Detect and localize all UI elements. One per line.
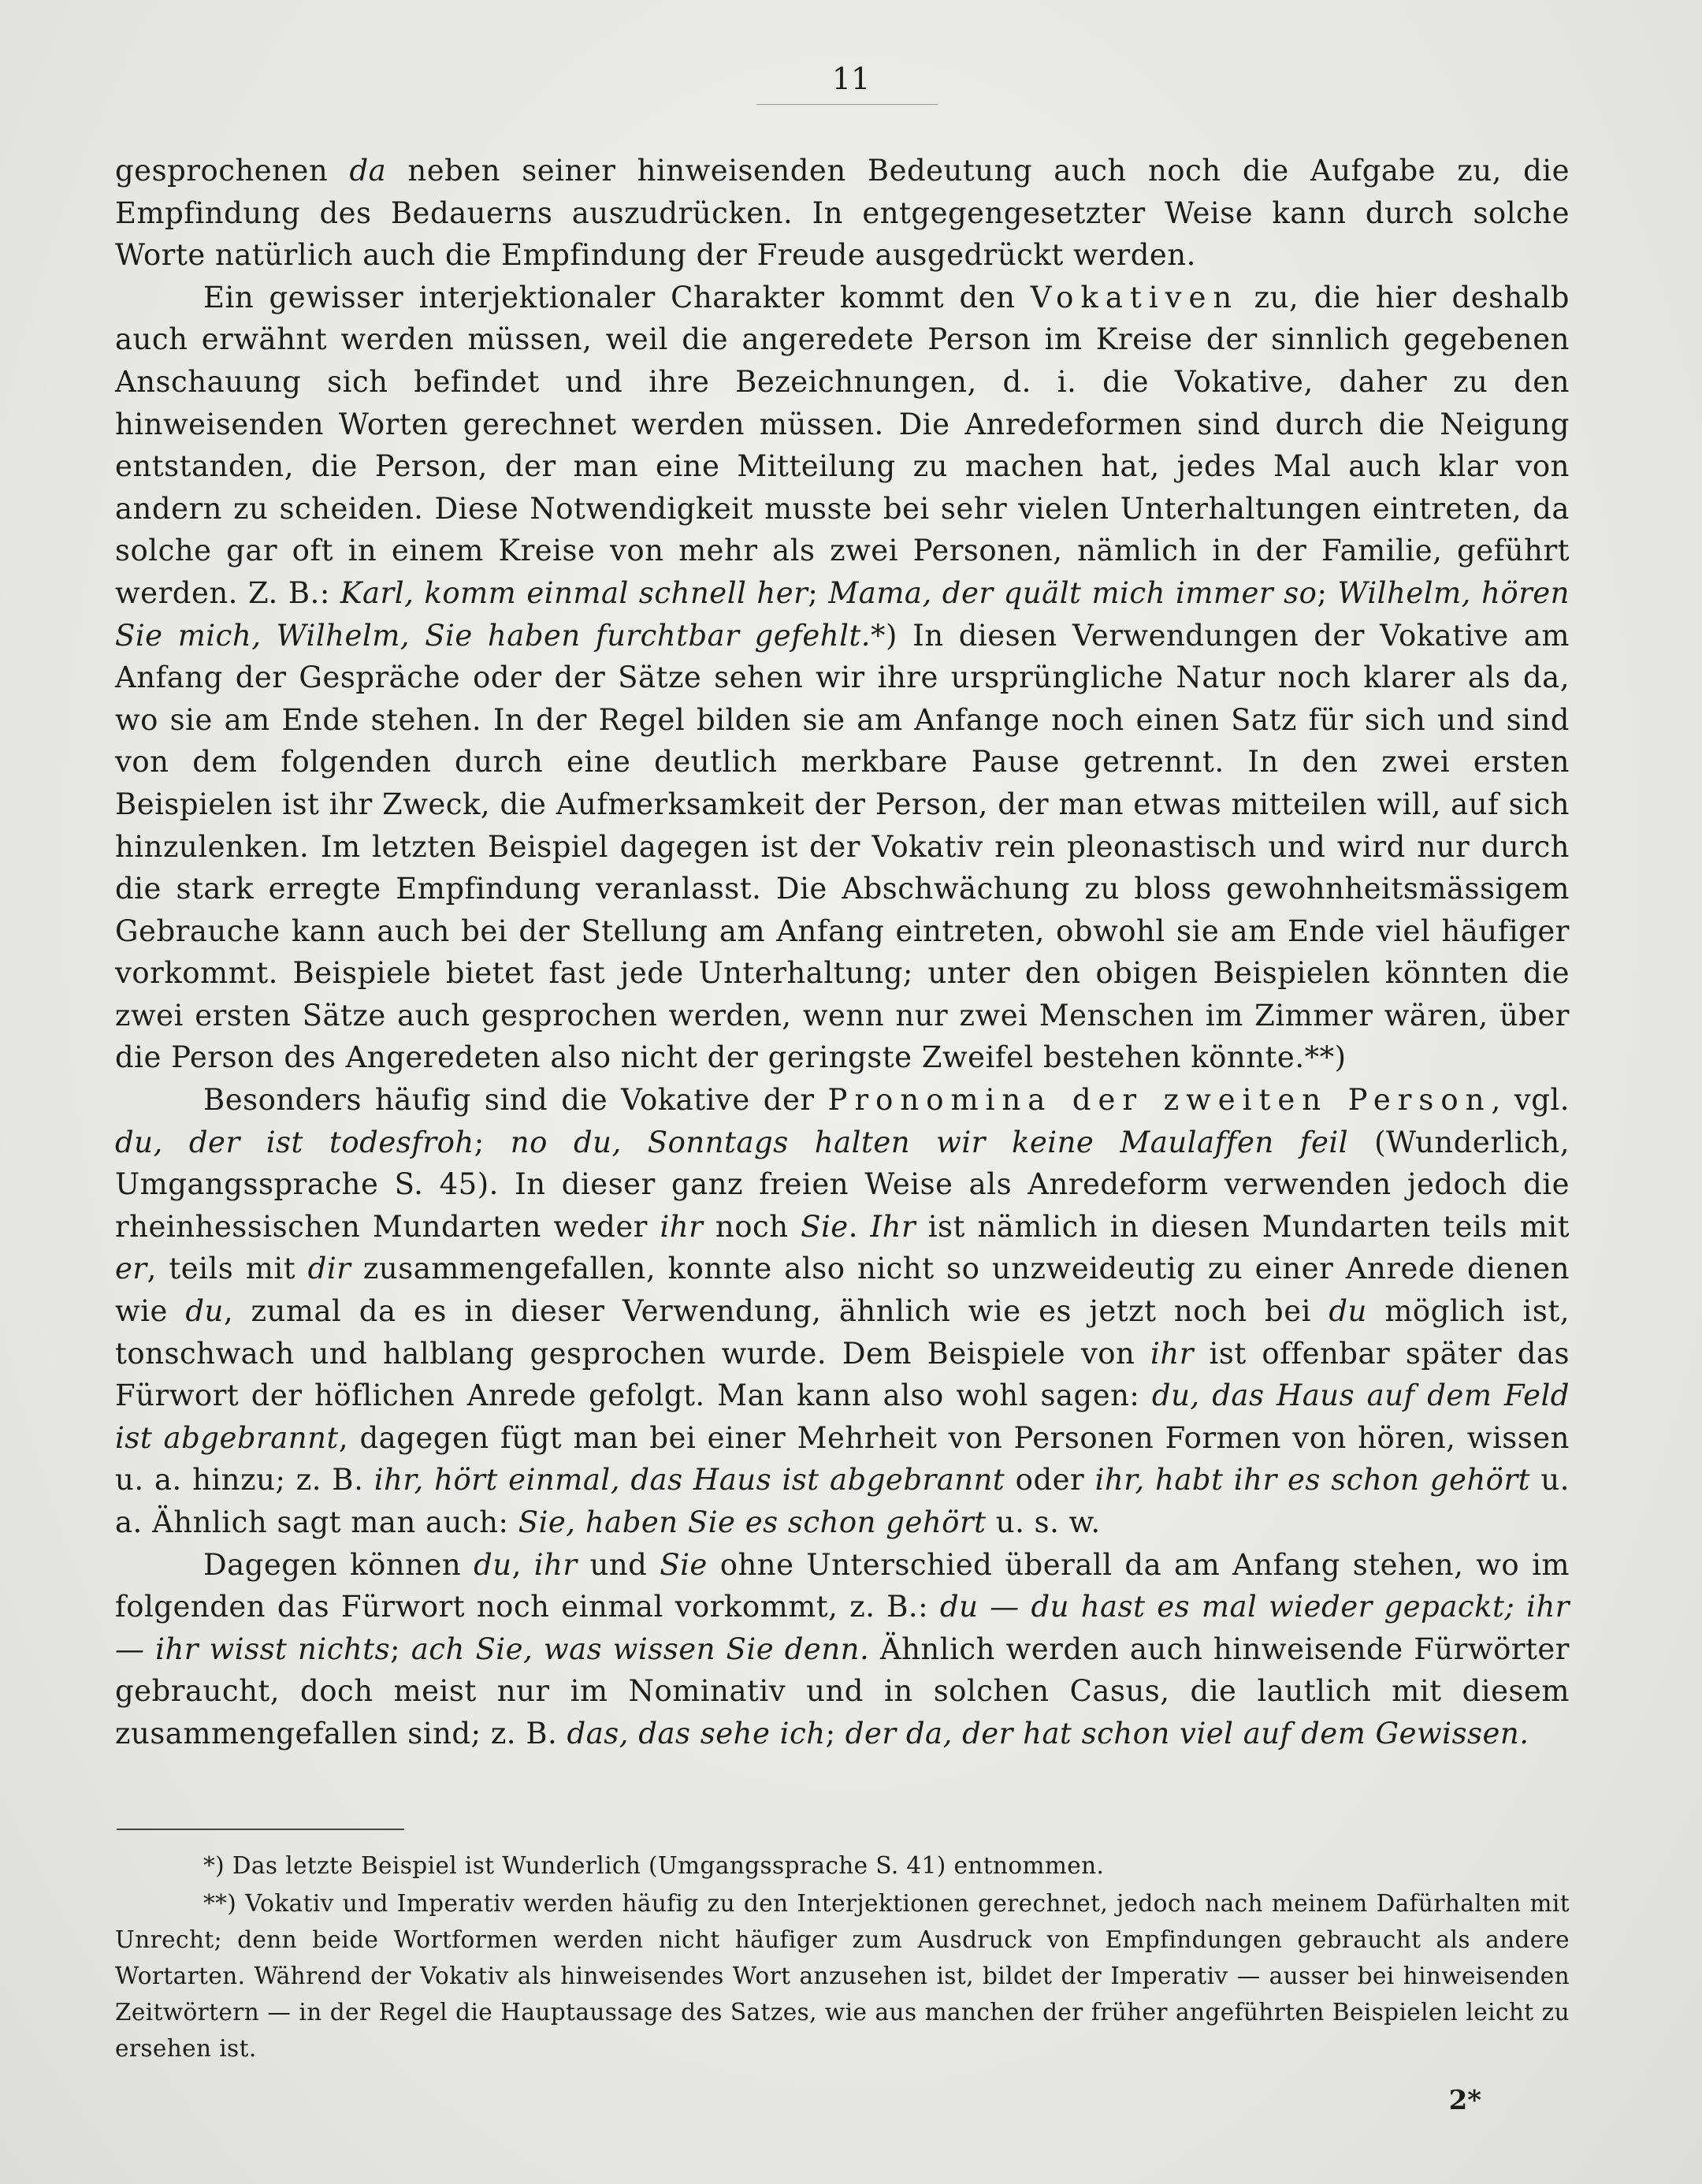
footnote: *) Das letzte Beispiel ist Wunderlich (Umgangssprache S. 41) entnommen.: [203, 1852, 1105, 1879]
italic-text: Wilhelm, hören Sie mich, Wilhelm, Sie haben furchtbar gefehlt.: [115, 575, 1570, 653]
text-run: u. s. w.: [986, 1505, 1101, 1539]
italic-text: ihr, habt ihr es schon gehört: [1094, 1463, 1531, 1498]
text-run: ist offenbar später das Fürwort der höflichen Anrede gefolgt. Man kann also wohl sagen:: [115, 1336, 1570, 1413]
text-run: , teils mit: [147, 1252, 308, 1286]
italic-text: ihr: [660, 1209, 704, 1244]
text-run: , zumal da es in dieser Verwendung, ähnlich wie es jetzt noch bei: [223, 1294, 1329, 1329]
signature-mark: 2*: [1448, 2085, 1481, 2116]
text-run: Besonders häufig sind die Vokative der: [203, 1083, 828, 1118]
footnotes: [115, 1847, 1570, 2067]
italic-text: ihr, hört einmal, das Haus ist abgebrannt: [373, 1463, 1005, 1498]
text-run: Dagegen können: [203, 1547, 474, 1582]
paragraph: [115, 1079, 1570, 1544]
text-run: ;: [390, 1631, 411, 1666]
italic-text: no du, Sonntags halten wir keine Maulaffen feil: [510, 1125, 1349, 1159]
text-run: *) In diesen Verwendungen der Vokative am Anfang der Gespräche oder der Sätze sehen wir ihre ursprüngliche Natur noch klarer als da, wo sie am Ende stehen. In der Regel bilden sie am Anfange noch einen Satz für sich und sind von dem folgenden durch eine deutlich merkbare Pause getrennt. In den zwei ersten Beispielen ist ihr Zweck, die Aufmerksamkeit der Person, der man etwas mitteilen will, auf sich hinzulenken. Im letzten Beispiel dagegen ist der Vokativ rein pleonastisch und wird nur durch die stark erregte Empfindung veranlasst. Die Abschwächung zu bloss gewohnheitsmässigem Gebrauche kann auch bei der Stellung am Anfang eintreten, obwohl sie am Ende viel häufiger vorkommt. Beispiele bietet fast jede Unterhaltung; unter den obigen Beispielen könnten die zwei ersten Sätze auch gesprochen werden, wenn nur zwei Menschen im Zimmer wären, über die Person des Angeredeten also nicht der geringste Zweifel bestehen könnte.**): [115, 618, 1570, 1075]
text-run: noch: [703, 1209, 801, 1244]
italic-text: da: [349, 154, 387, 188]
text-run: , vgl.: [1491, 1083, 1570, 1118]
paragraph: [115, 1544, 1570, 1755]
main-text: [115, 150, 1570, 1755]
italic-text: Ihr: [870, 1209, 916, 1244]
text-run: zusammengefallen, konnte also nicht so unzweideutig zu einer Anrede dienen wie: [115, 1252, 1570, 1329]
italic-text: der da, der hat schon viel auf dem Gewissen.: [845, 1716, 1529, 1751]
italic-text: Sie, haben Sie es schon gehört: [518, 1505, 987, 1539]
paragraph: [115, 150, 1570, 277]
footnote: **) Vokativ und Imperativ werden häufig zu den Interjektionen gerechnet, jedoch nach meinem Dafürhalten mit Unrecht; denn beide Wortformen werden nicht häufiger zum Ausdruck von Empfindungen gebraucht als andere Wortarten. Während der Vokativ als hinweisendes Wort anzusehen ist, bildet der Imperativ — ausser bei hinweisenden Zeitwörtern — in der Regel die Hauptaussage des Satzes, wie aus manchen der früher angeführten Beispielen leicht zu ersehen ist.: [115, 1890, 1570, 2062]
italic-text: er: [115, 1252, 147, 1286]
italic-text: du: [474, 1547, 512, 1582]
text-run: ist nämlich in diesen Mundarten teils mit: [916, 1209, 1570, 1244]
spaced-emphasis: Pronomina der zweiten Person: [827, 1083, 1492, 1118]
spaced-emphasis: Vokativen: [1030, 280, 1239, 314]
text-run: oder: [1005, 1463, 1095, 1498]
italic-text: ihr: [533, 1547, 578, 1582]
italic-text: Sie: [801, 1209, 849, 1244]
text-run: möglich ist, tonschwach und halblang gesprochen wurde. Dem Beispiele von: [115, 1294, 1570, 1371]
italic-text: Karl, komm einmal schnell her: [340, 575, 808, 610]
page-number: 11: [831, 61, 871, 96]
text-run: ;: [474, 1125, 511, 1159]
paragraph: [115, 277, 1570, 1079]
text-run: , dagegen fügt man bei einer Mehrheit von Personen Formen von hören, wissen u. a. hinzu; z. B.: [115, 1420, 1570, 1498]
text-run: ,: [511, 1547, 534, 1582]
text-run: neben seiner hinweisenden Bedeutung auch noch die Aufgabe zu, die Empfindung des Bedauerns auszudrücken. In entgegengesetzter Weise kann durch solche Worte natürlich auch die Empfindung der Freude ausgedrückt werden.: [115, 154, 1570, 273]
text-run: und: [577, 1547, 660, 1582]
italic-text: Mama, der quält mich immer so: [828, 575, 1317, 610]
text-run: ;: [825, 1716, 845, 1751]
italic-text: dir: [307, 1252, 351, 1286]
text-run: zu, die hier deshalb auch erwähnt werden müssen, weil die angeredete Person im Kreise der sinnlich gegebenen Anschauung sich befindet und ihre Bezeichnungen, d. i. die Vokative, daher zu den hinweisenden Worten gerechnet werden müssen. Die Anredeformen sind durch die Neigung entstanden, die Person, der man eine Mitteilung zu machen hat, jedes Mal auch klar von andern zu scheiden. Diese Notwendigkeit musste bei sehr vielen Unterhaltungen eintreten, da solche gar oft in einem Kreise von mehr als zwei Personen, nämlich in der Familie, geführt werden. Z. B.:: [115, 280, 1570, 610]
italic-text: du: [1329, 1294, 1367, 1329]
text-run: Ähnlich werden auch hinweisende Fürwörter gebraucht, doch meist nur im Nominativ und in solchen Casus, die lautlich mit diesem zusammengefallen sind; z. B.: [115, 1631, 1570, 1751]
text-run: Ein gewisser interjektionaler Charakter kommt den: [203, 280, 1031, 314]
text-run: gesprochenen: [115, 154, 350, 188]
text-run: ohne Unterschied überall da am Anfang stehen, wo im folgenden das Fürwort noch einmal vorkommt, z. B.:: [115, 1547, 1570, 1624]
text-run: ;: [1317, 575, 1338, 610]
italic-text: ihr: [1150, 1336, 1194, 1371]
italic-text: du, das Haus auf dem Feld ist abgebrannt: [115, 1378, 1570, 1455]
text-run: u. a. Ähnlich sagt man auch:: [115, 1463, 1570, 1539]
header-rule: [756, 104, 938, 105]
italic-text: du: [185, 1294, 224, 1329]
italic-text: Sie: [660, 1547, 708, 1582]
italic-text: du — du hast es mal wieder gepackt; ihr — ihr wisst nichts: [115, 1590, 1570, 1666]
text-run: .: [848, 1209, 871, 1244]
footnote-separator: [117, 1829, 404, 1830]
italic-text: du, der ist todesfroh: [115, 1125, 474, 1159]
italic-text: das, das sehe ich: [567, 1716, 826, 1751]
text-run: ;: [808, 575, 829, 610]
italic-text: ach Sie, was wissen Sie denn.: [411, 1631, 870, 1666]
text-run: (Wunderlich, Umgangssprache S. 45). In dieser ganz freien Weise als Anredeform verwenden jedoch die rheinhessischen Mundarten weder: [115, 1125, 1570, 1244]
